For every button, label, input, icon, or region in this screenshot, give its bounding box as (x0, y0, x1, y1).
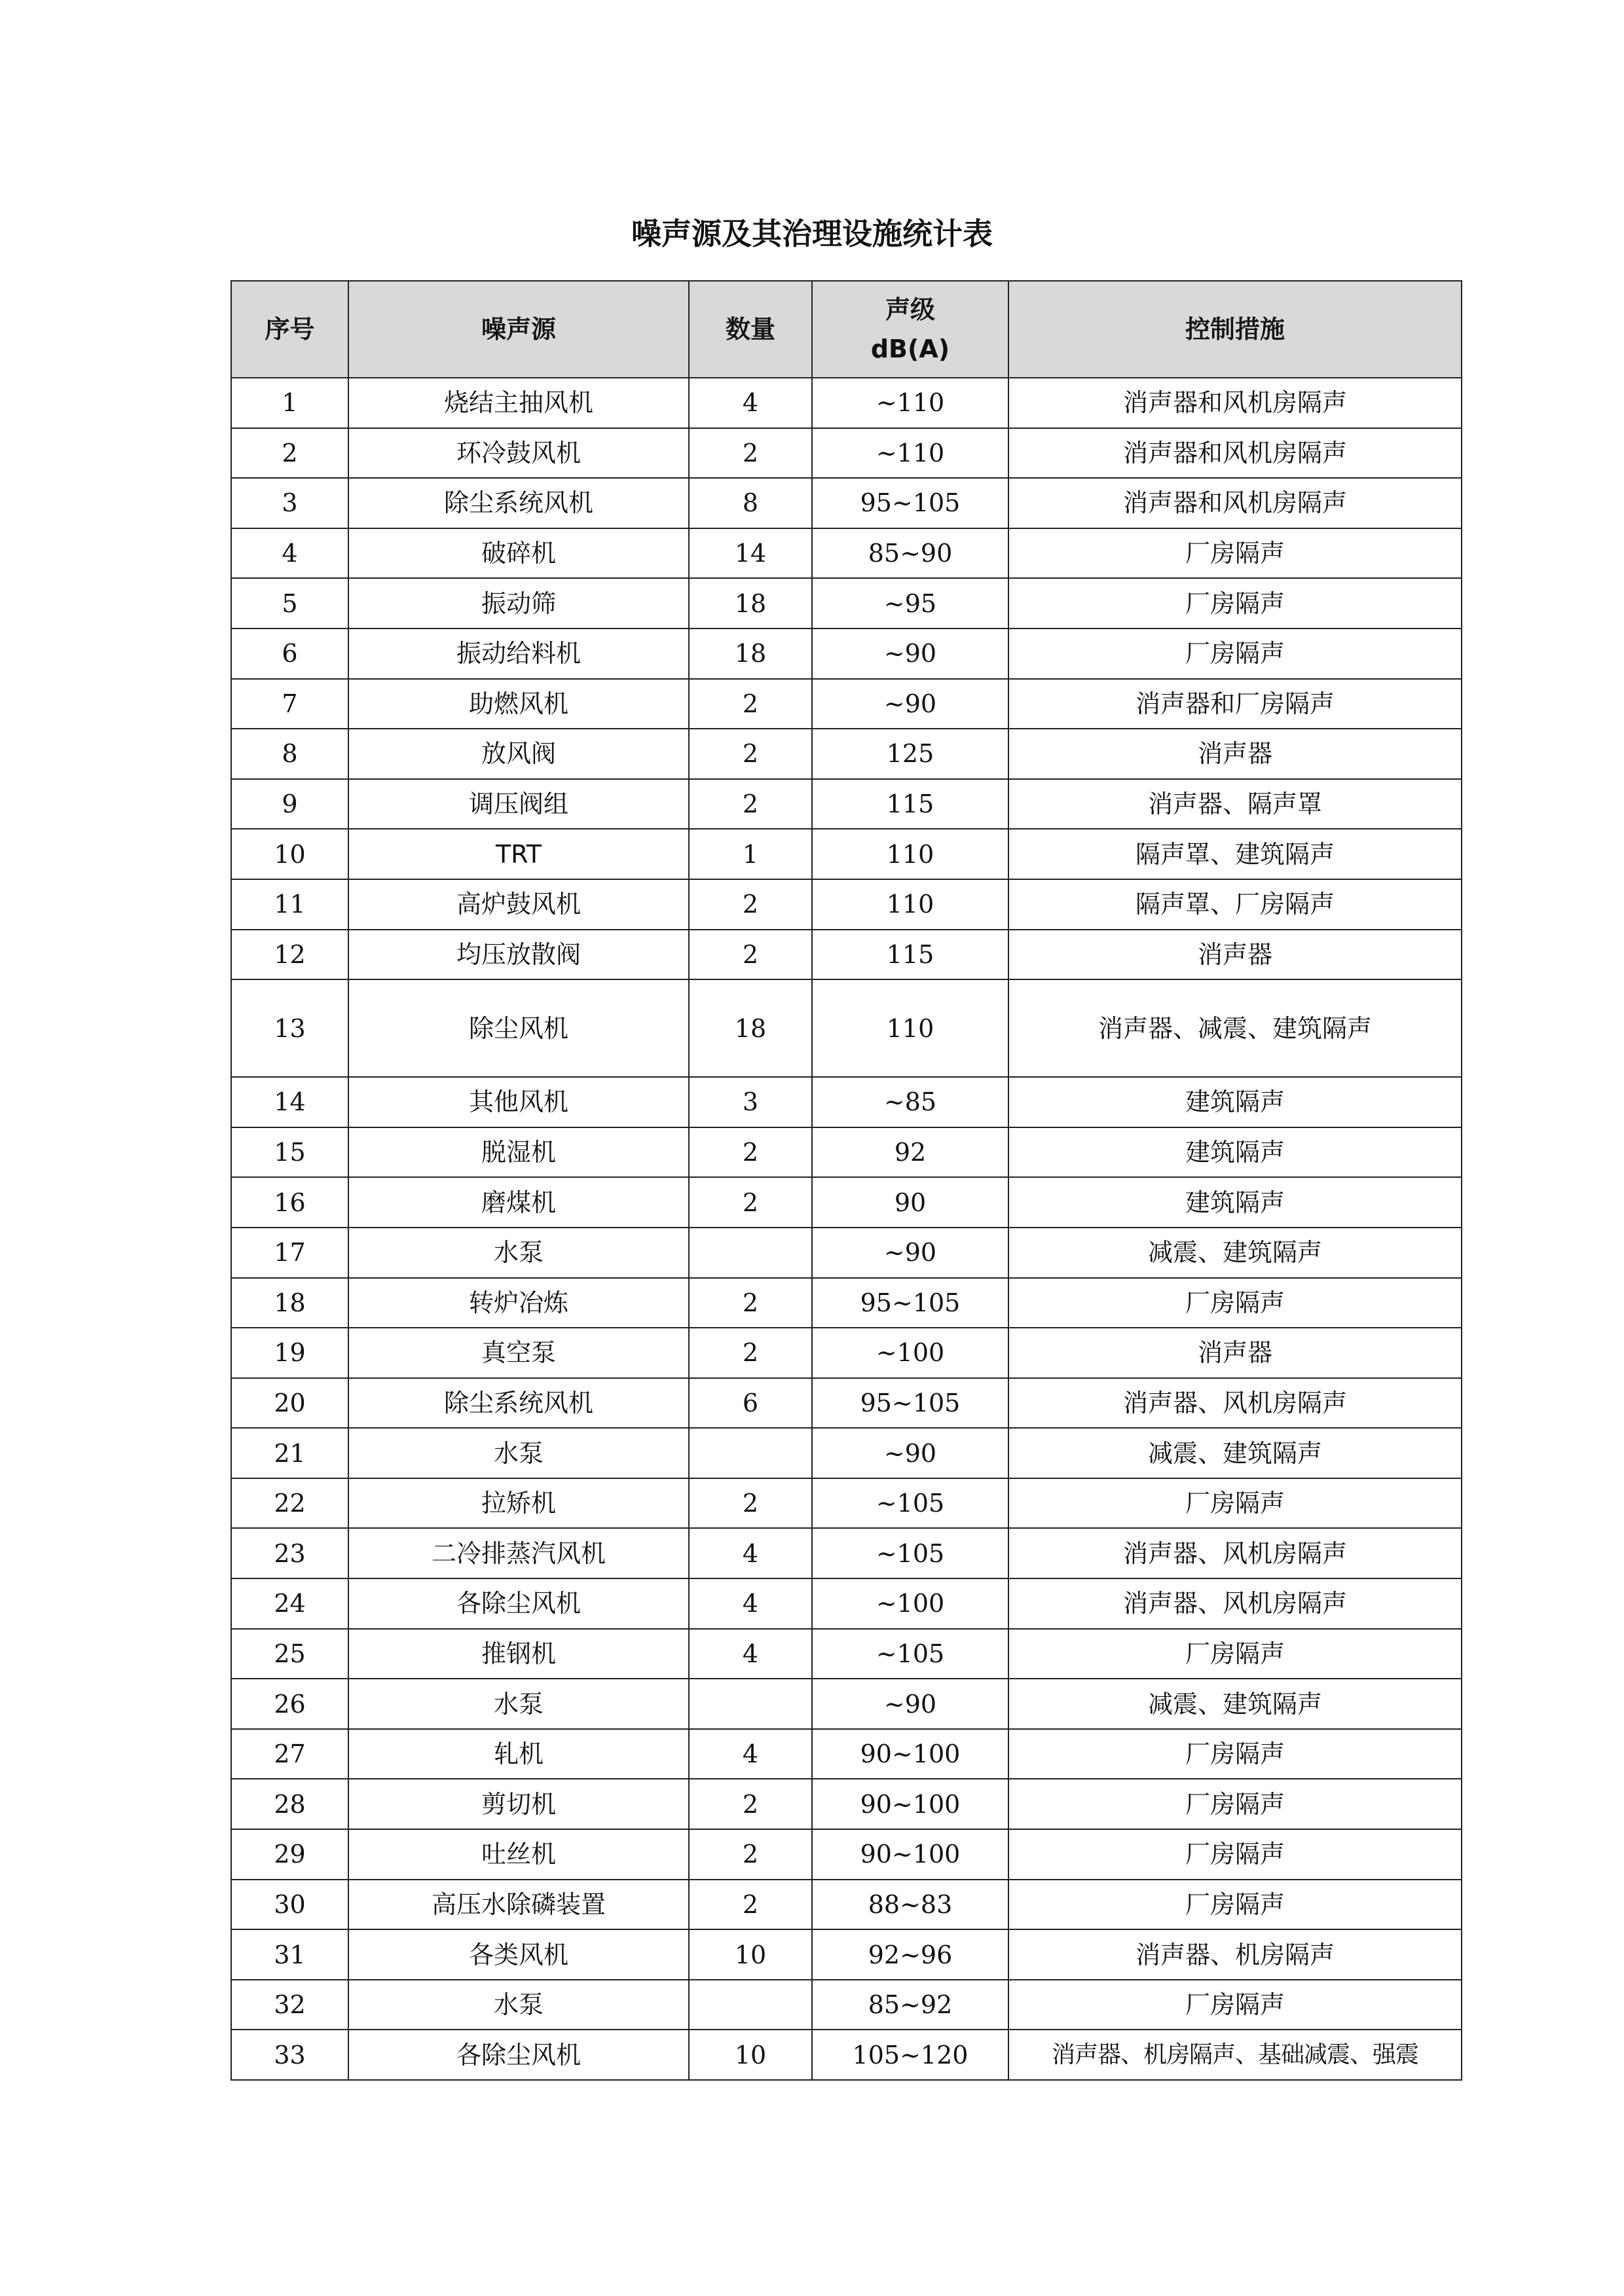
cell-index: 15 (231, 1127, 348, 1178)
cell-quantity (689, 1228, 812, 1278)
cell-noise-source: 除尘系统风机 (348, 478, 689, 528)
cell-noise-source: 各除尘风机 (348, 2030, 689, 2080)
cell-quantity: 1 (689, 829, 812, 879)
table-row (231, 1880, 1462, 1930)
cell-control-measure: 厂房隔声 (1008, 629, 1462, 679)
cell-sound-level: ~100 (812, 1328, 1008, 1378)
header-noise-source: 噪声源 (348, 281, 689, 378)
cell-control-measure: 消声器、减震、建筑隔声 (1008, 979, 1462, 1077)
cell-control-measure: 消声器、风机房隔声 (1008, 1578, 1462, 1629)
table-row (231, 1428, 1462, 1478)
cell-noise-source: 二冷排蒸汽风机 (348, 1528, 689, 1578)
cell-control-measure: 消声器、风机房隔声 (1008, 1528, 1462, 1578)
cell-control-measure: 减震、建筑隔声 (1008, 1428, 1462, 1478)
table-row (231, 729, 1462, 779)
cell-noise-source: 剪切机 (348, 1779, 689, 1829)
header-sound-level-unit: dB(A) (870, 335, 950, 363)
cell-quantity: 18 (689, 578, 812, 629)
table-row (231, 478, 1462, 528)
cell-noise-source: 吐丝机 (348, 1829, 689, 1880)
cell-noise-source: 调压阀组 (348, 779, 689, 829)
table-row (231, 2030, 1462, 2080)
cell-noise-source: 水泵 (348, 1980, 689, 2030)
cell-sound-level: ~110 (812, 378, 1008, 428)
header-sound-level (812, 281, 1008, 378)
cell-control-measure: 厂房隔声 (1008, 1779, 1462, 1829)
cell-sound-level: ~110 (812, 428, 1008, 479)
cell-noise-source: 振动筛 (348, 578, 689, 629)
cell-sound-level: 90~100 (812, 1829, 1008, 1880)
table-body (231, 378, 1462, 2080)
header-quantity: 数量 (689, 281, 812, 378)
cell-index: 26 (231, 1679, 348, 1729)
cell-noise-source: 各除尘风机 (348, 1578, 689, 1629)
cell-sound-level: ~95 (812, 578, 1008, 629)
header-control-measures: 控制措施 (1008, 281, 1462, 378)
cell-index: 16 (231, 1177, 348, 1228)
table-row (231, 1779, 1462, 1829)
table-row (231, 679, 1462, 729)
table-row (231, 1929, 1462, 1980)
table-row (231, 1829, 1462, 1880)
cell-noise-source: 水泵 (348, 1679, 689, 1729)
cell-quantity: 4 (689, 1629, 812, 1679)
table-row (231, 1127, 1462, 1178)
cell-sound-level: 125 (812, 729, 1008, 779)
table-row (231, 829, 1462, 879)
cell-control-measure: 厂房隔声 (1008, 1629, 1462, 1679)
header-sound-level-label: 声级 (885, 295, 935, 324)
cell-quantity (689, 1980, 812, 2030)
cell-noise-source: 磨煤机 (348, 1177, 689, 1228)
cell-noise-source: 烧结主抽风机 (348, 378, 689, 428)
cell-noise-source: 轧机 (348, 1729, 689, 1779)
cell-quantity: 4 (689, 1729, 812, 1779)
cell-noise-source: TRT (348, 829, 689, 879)
cell-noise-source: 转炉冶炼 (348, 1278, 689, 1328)
cell-control-measure: 消声器和厂房隔声 (1008, 679, 1462, 729)
cell-sound-level: 110 (812, 879, 1008, 930)
cell-quantity: 2 (689, 1829, 812, 1880)
cell-sound-level: ~90 (812, 679, 1008, 729)
cell-noise-source: 推钢机 (348, 1629, 689, 1679)
cell-index: 21 (231, 1428, 348, 1478)
cell-noise-source: 除尘风机 (348, 979, 689, 1077)
cell-noise-source: 各类风机 (348, 1929, 689, 1980)
cell-sound-level: 85~90 (812, 528, 1008, 579)
cell-quantity: 2 (689, 1278, 812, 1328)
cell-control-measure: 减震、建筑隔声 (1008, 1228, 1462, 1278)
cell-quantity: 2 (689, 779, 812, 829)
cell-noise-source: 水泵 (348, 1228, 689, 1278)
cell-control-measure: 厂房隔声 (1008, 1980, 1462, 2030)
cell-sound-level: 95~105 (812, 1378, 1008, 1429)
table-row (231, 528, 1462, 579)
cell-control-measure: 厂房隔声 (1008, 1829, 1462, 1880)
cell-control-measure: 消声器 (1008, 729, 1462, 779)
cell-index: 12 (231, 930, 348, 980)
cell-sound-level: 92 (812, 1127, 1008, 1178)
cell-quantity: 10 (689, 2030, 812, 2080)
cell-control-measure: 消声器和风机房隔声 (1008, 478, 1462, 528)
cell-quantity: 10 (689, 1929, 812, 1980)
cell-sound-level: 90~100 (812, 1729, 1008, 1779)
cell-noise-source: 助燃风机 (348, 679, 689, 729)
table-header (231, 281, 1462, 378)
cell-quantity: 14 (689, 528, 812, 579)
cell-index: 13 (231, 979, 348, 1077)
cell-quantity: 8 (689, 478, 812, 528)
cell-sound-level: 90 (812, 1177, 1008, 1228)
table-row (231, 1278, 1462, 1328)
cell-quantity: 2 (689, 1328, 812, 1378)
cell-control-measure: 厂房隔声 (1008, 1278, 1462, 1328)
cell-control-measure: 厂房隔声 (1008, 1729, 1462, 1779)
cell-control-measure: 厂房隔声 (1008, 1880, 1462, 1930)
table-row (231, 930, 1462, 980)
cell-quantity: 4 (689, 1528, 812, 1578)
cell-control-measure: 消声器、隔声罩 (1008, 779, 1462, 829)
table-row (231, 1478, 1462, 1529)
cell-index: 20 (231, 1378, 348, 1429)
cell-sound-level: 110 (812, 979, 1008, 1077)
cell-quantity: 18 (689, 979, 812, 1077)
cell-quantity: 2 (689, 1177, 812, 1228)
cell-control-measure: 建筑隔声 (1008, 1177, 1462, 1228)
cell-index: 29 (231, 1829, 348, 1880)
cell-control-measure: 隔声罩、建筑隔声 (1008, 829, 1462, 879)
cell-noise-source: 其他风机 (348, 1077, 689, 1127)
table-row (231, 428, 1462, 479)
table-row (231, 1077, 1462, 1127)
cell-noise-source: 水泵 (348, 1428, 689, 1478)
cell-noise-source: 均压放散阀 (348, 930, 689, 980)
table-title: 噪声源及其治理设施统计表 (631, 216, 993, 251)
cell-quantity (689, 1679, 812, 1729)
cell-control-measure: 消声器和风机房隔声 (1008, 378, 1462, 428)
cell-index: 30 (231, 1880, 348, 1930)
cell-noise-source: 振动给料机 (348, 629, 689, 679)
cell-index: 24 (231, 1578, 348, 1629)
cell-index: 6 (231, 629, 348, 679)
table-row (231, 629, 1462, 679)
cell-control-measure: 消声器、风机房隔声 (1008, 1378, 1462, 1429)
cell-index: 27 (231, 1729, 348, 1779)
cell-sound-level: 115 (812, 779, 1008, 829)
cell-sound-level: 105~120 (812, 2030, 1008, 2080)
cell-noise-source: 真空泵 (348, 1328, 689, 1378)
cell-sound-level: ~90 (812, 629, 1008, 679)
table-row (231, 879, 1462, 930)
table-row (231, 1729, 1462, 1779)
cell-noise-source: 环冷鼓风机 (348, 428, 689, 479)
cell-quantity: 2 (689, 1880, 812, 1930)
cell-quantity: 2 (689, 930, 812, 980)
cell-index: 25 (231, 1629, 348, 1679)
table-row (231, 1980, 1462, 2030)
table-row (231, 1228, 1462, 1278)
cell-index: 9 (231, 779, 348, 829)
cell-control-measure: 厂房隔声 (1008, 1478, 1462, 1529)
cell-index: 31 (231, 1929, 348, 1980)
cell-sound-level: 95~105 (812, 478, 1008, 528)
cell-quantity: 2 (689, 879, 812, 930)
cell-index: 7 (231, 679, 348, 729)
cell-index: 2 (231, 428, 348, 479)
cell-index: 3 (231, 478, 348, 528)
table-row (231, 1578, 1462, 1629)
cell-noise-source: 除尘系统风机 (348, 1378, 689, 1429)
header-row (231, 281, 1462, 378)
table-row (231, 378, 1462, 428)
table-row (231, 1528, 1462, 1578)
cell-index: 22 (231, 1478, 348, 1529)
cell-quantity: 2 (689, 1478, 812, 1529)
cell-index: 8 (231, 729, 348, 779)
cell-noise-source: 脱湿机 (348, 1127, 689, 1178)
cell-noise-source: 拉矫机 (348, 1478, 689, 1529)
cell-noise-source: 高炉鼓风机 (348, 879, 689, 930)
cell-sound-level: ~90 (812, 1428, 1008, 1478)
cell-quantity: 2 (689, 729, 812, 779)
cell-quantity: 2 (689, 1127, 812, 1178)
cell-noise-source: 高压水除磷装置 (348, 1880, 689, 1930)
cell-control-measure: 建筑隔声 (1008, 1077, 1462, 1127)
cell-quantity: 18 (689, 629, 812, 679)
cell-sound-level: 95~105 (812, 1278, 1008, 1328)
cell-sound-level: 85~92 (812, 1980, 1008, 2030)
cell-index: 10 (231, 829, 348, 879)
cell-index: 17 (231, 1228, 348, 1278)
cell-control-measure: 消声器、机房隔声 (1008, 1929, 1462, 1980)
cell-quantity: 2 (689, 679, 812, 729)
cell-sound-level: ~100 (812, 1578, 1008, 1629)
cell-sound-level: ~90 (812, 1228, 1008, 1278)
cell-sound-level: 88~83 (812, 1880, 1008, 1930)
table-row (231, 1679, 1462, 1729)
cell-index: 32 (231, 1980, 348, 2030)
cell-quantity: 6 (689, 1378, 812, 1429)
cell-control-measure: 消声器和风机房隔声 (1008, 428, 1462, 479)
cell-sound-level: 90~100 (812, 1779, 1008, 1829)
cell-control-measure: 消声器 (1008, 930, 1462, 980)
cell-quantity (689, 1428, 812, 1478)
cell-quantity: 4 (689, 1578, 812, 1629)
cell-sound-level: 92~96 (812, 1929, 1008, 1980)
cell-index: 19 (231, 1328, 348, 1378)
cell-sound-level: ~105 (812, 1528, 1008, 1578)
header-index: 序号 (231, 281, 348, 378)
cell-sound-level: ~85 (812, 1077, 1008, 1127)
cell-quantity: 2 (689, 1779, 812, 1829)
cell-noise-source: 破碎机 (348, 528, 689, 579)
table-row (231, 979, 1462, 1077)
noise-source-table (231, 280, 1462, 2081)
cell-control-measure: 减震、建筑隔声 (1008, 1679, 1462, 1729)
cell-quantity: 3 (689, 1077, 812, 1127)
cell-sound-level: ~105 (812, 1478, 1008, 1529)
cell-index: 28 (231, 1779, 348, 1829)
cell-control-measure: 消声器、机房隔声、基础减震、强震 (1008, 2030, 1462, 2080)
cell-control-measure: 建筑隔声 (1008, 1127, 1462, 1178)
cell-sound-level: 115 (812, 930, 1008, 980)
cell-noise-source: 放风阀 (348, 729, 689, 779)
cell-sound-level: ~105 (812, 1629, 1008, 1679)
table-row (231, 1328, 1462, 1378)
cell-index: 23 (231, 1528, 348, 1578)
cell-index: 1 (231, 378, 348, 428)
table-row (231, 1629, 1462, 1679)
cell-index: 18 (231, 1278, 348, 1328)
cell-sound-level: ~90 (812, 1679, 1008, 1729)
cell-index: 11 (231, 879, 348, 930)
cell-index: 14 (231, 1077, 348, 1127)
cell-quantity: 2 (689, 428, 812, 479)
cell-control-measure: 隔声罩、厂房隔声 (1008, 879, 1462, 930)
cell-control-measure: 消声器 (1008, 1328, 1462, 1378)
cell-index: 4 (231, 528, 348, 579)
cell-control-measure: 厂房隔声 (1008, 528, 1462, 579)
cell-control-measure: 厂房隔声 (1008, 578, 1462, 629)
cell-index: 5 (231, 578, 348, 629)
table-row (231, 779, 1462, 829)
cell-sound-level: 110 (812, 829, 1008, 879)
table-row (231, 578, 1462, 629)
table-row (231, 1177, 1462, 1228)
cell-index: 33 (231, 2030, 348, 2080)
table-row (231, 1378, 1462, 1429)
cell-quantity: 4 (689, 378, 812, 428)
